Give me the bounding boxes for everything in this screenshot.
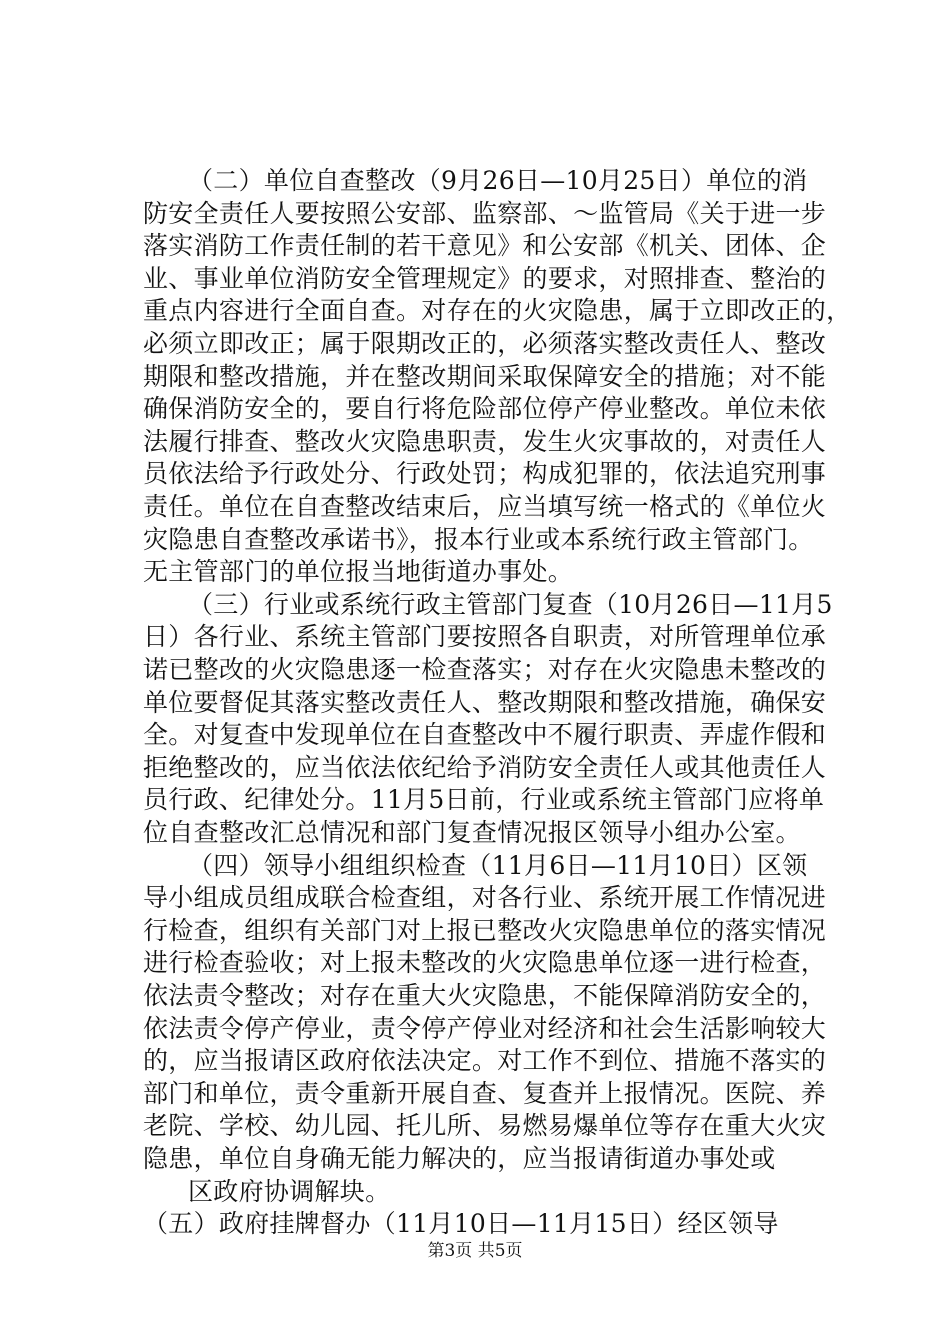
text-line: 员依法给予行政处分、行政处罚；构成犯罪的，依法追究刑事 bbox=[143, 459, 827, 488]
text-line: 单位要督促其落实整改责任人、整改期限和整改措施，确保安 bbox=[143, 688, 827, 717]
text-line: 拒绝整改的，应当依法依纪给予消防安全责任人或其他责任人 bbox=[143, 753, 827, 782]
text-line: （五）政府挂牌督办（11月10日—11月15日）经区领导 bbox=[143, 1209, 779, 1238]
page-number-footer: 第3页 共5页 bbox=[427, 1241, 523, 1261]
text-line: 责任。单位在自查整改结束后，应当填写统一格式的《单位火 bbox=[143, 492, 827, 521]
text-line: 导小组成员组成联合检查组，对各行业、系统开展工作情况进 bbox=[143, 883, 827, 912]
paragraph-heading-line: （三）行业或系统行政主管部门复查（10月26日—11月5 bbox=[188, 590, 833, 619]
text-line: 业、事业单位消防安全管理规定》的要求，对照排查、整治的 bbox=[143, 264, 827, 293]
text-line: 全。对复查中发现单位在自查整改中不履行职责、弄虚作假和 bbox=[143, 720, 827, 749]
text-line: 灾隐患自查整改承诺书》，报本行业或本系统行政主管部门。 bbox=[143, 525, 814, 554]
text-line: 日）各行业、系统主管部门要按照各自职责，对所管理单位承 bbox=[143, 622, 827, 651]
text-line: 防安全责任人要按照公安部、监察部、～监管局《关于进一步 bbox=[143, 199, 827, 228]
paragraph-heading-line: （四）领导小组组织检查（11月6日—11月10日）区领 bbox=[188, 851, 808, 880]
text-line: 的，应当报请区政府依法决定。对工作不到位、措施不落实的 bbox=[143, 1046, 827, 1075]
text-line: 诺已整改的火灾隐患逐一检查落实；对存在火灾隐患未整改的 bbox=[143, 655, 827, 684]
text-line: 法履行排查、整改火灾隐患职责，发生火灾事故的，对责任人 bbox=[143, 427, 827, 456]
text-line: 员行政、纪律处分。11月5日前，行业或系统主管部门应将单 bbox=[143, 785, 825, 814]
text-line: 确保消防安全的，要自行将危险部位停产停业整改。单位未依 bbox=[143, 394, 827, 423]
text-line: 区政府协调解块。 bbox=[188, 1177, 391, 1206]
text-line: 重点内容进行全面自查。对存在的火灾隐患，属于立即改正的， bbox=[143, 296, 852, 325]
text-line: 必须立即改正；属于限期改正的，必须落实整改责任人、整改 bbox=[143, 329, 827, 358]
text-line: 落实消防工作责任制的若干意见》和公安部《机关、团体、企 bbox=[143, 231, 827, 260]
text-line: 无主管部门的单位报当地街道办事处。 bbox=[143, 557, 574, 586]
text-line: 进行检查验收；对上报未整改的火灾隐患单位逐一进行检查， bbox=[143, 948, 827, 977]
text-line: 期限和整改措施，并在整改期间采取保障安全的措施；对不能 bbox=[143, 362, 827, 391]
paragraph-heading-line: （二）单位自查整改（9月26日—10月25日）单位的消 bbox=[188, 166, 808, 195]
text-line: 依法责令整改；对存在重大火灾隐患，不能保障消防安全的， bbox=[143, 981, 827, 1010]
text-line: 位自查整改汇总情况和部门复查情况报区领导小组办公室。 bbox=[143, 818, 801, 847]
text-line: 部门和单位，责令重新开展自查、复查并上报情况。医院、养 bbox=[143, 1079, 827, 1108]
text-line: 依法责令停产停业，责令停产停业对经济和社会生活影响较大 bbox=[143, 1014, 827, 1043]
text-line: 老院、学校、幼儿园、托儿所、易燃易爆单位等存在重大火灾 bbox=[143, 1111, 827, 1140]
text-line: 行检查，组织有关部门对上报已整改火灾隐患单位的落实情况 bbox=[143, 916, 827, 945]
text-line: 隐患，单位自身确无能力解决的，应当报请街道办事处或 bbox=[143, 1144, 776, 1173]
